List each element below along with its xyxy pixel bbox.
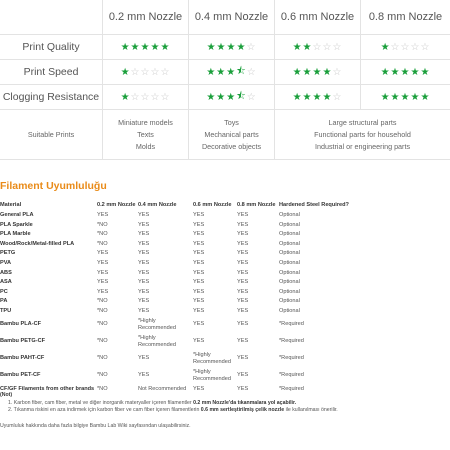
filament-compatibility-table (0, 201, 450, 394)
star-empty-icon: ☆ (410, 41, 421, 53)
star-filled-icon: ★ (206, 66, 217, 78)
compat-cell: YES (138, 212, 150, 218)
compat-cell: *Highly Recommended (193, 351, 231, 365)
star-empty-icon: ☆ (246, 91, 257, 103)
table-row (0, 288, 450, 298)
compat-cell: YES (237, 298, 249, 305)
material-name: General PLA (0, 212, 34, 218)
star-filled-icon: ★ (216, 91, 227, 103)
compat-cell: YES (97, 288, 109, 295)
compat-cell: YES (138, 354, 150, 361)
star-filled-icon: ★ (236, 41, 247, 53)
star-filled-icon: ★ (400, 66, 411, 78)
star-filled-icon: ★ (216, 41, 227, 53)
col-header-0-2mm: 0.2 mm Nozzle (97, 202, 136, 208)
compat-cell: YES (138, 250, 150, 257)
material-name: PA (0, 298, 8, 305)
compat-cell: Not Recommended (138, 385, 187, 392)
table-row (0, 297, 450, 307)
compat-cell: YES (97, 259, 109, 266)
star-filled-icon: ★ (312, 66, 323, 78)
compat-cell: YES (138, 307, 150, 314)
compat-cell: *NO (97, 337, 108, 344)
wiki-footer-text: Uyumluluk hakkında daha fazla bilgiye Bambu Lab Wiki sayfasından ulaşabilirsiniz. (0, 423, 191, 429)
suitable-item: Mechanical parts (204, 129, 259, 139)
rating-row-clogging-resistance (0, 85, 450, 110)
star-filled-icon: ★ (226, 41, 237, 53)
note-text: 2. Tıkanma riskini en aza indirmek için karbon fiber ve cam fiber içeren filamentlerin (8, 407, 201, 414)
star-empty-icon: ☆ (312, 41, 323, 53)
row-label: Print Quality (22, 41, 80, 53)
compat-cell: *Required (279, 337, 304, 344)
notes-title: (Not) (0, 392, 13, 398)
star-empty-icon: ☆ (400, 41, 411, 53)
suitable-prints-0-2mm (102, 110, 188, 159)
star-empty-icon: ☆ (130, 66, 141, 78)
compat-cell: *Highly Recommended (193, 368, 231, 382)
star-rating (274, 85, 360, 109)
note-line-2 (0, 407, 450, 415)
notes-section (0, 392, 450, 415)
compat-cell: YES (138, 288, 150, 295)
star-empty-icon: ☆ (332, 91, 343, 103)
star-filled-icon: ★ (292, 41, 303, 53)
compat-cell: *NO (97, 320, 108, 327)
suitable-item: Industrial or engineering parts (314, 141, 411, 151)
header-0-8mm: 0.8 mm Nozzle (360, 0, 450, 34)
material-name: Bambu PAHT-CF (0, 354, 45, 361)
compat-cell: YES (193, 231, 205, 238)
table-row (0, 230, 450, 240)
compat-cell: Optional (279, 269, 300, 276)
star-filled-icon: ★ (302, 41, 313, 53)
compat-cell: Optional (279, 259, 300, 266)
compat-cell: *NO (97, 385, 108, 392)
material-name: Bambu PETG-CF (0, 337, 46, 344)
compat-cell: YES (97, 212, 109, 218)
suitable-prints-row (0, 110, 450, 160)
table-row (0, 259, 450, 269)
material-name: PC (0, 288, 8, 295)
col-header-material: Material (0, 202, 22, 208)
material-name: ABS (0, 269, 12, 276)
table-row (0, 351, 450, 368)
star-filled-icon: ★ (120, 91, 131, 103)
material-name: PLA Marble (0, 231, 31, 238)
star-empty-icon: ☆ (150, 91, 161, 103)
star-filled-icon: ★ (420, 91, 431, 103)
star-empty-icon: ☆ (322, 41, 333, 53)
compat-cell: YES (97, 269, 109, 276)
material-name: CF/GF Filaments from other brands (0, 385, 95, 392)
table-row (0, 269, 450, 279)
compat-cell: *NO (97, 307, 108, 314)
suitable-prints-0-4mm (188, 110, 274, 159)
compat-cell: *Required (279, 354, 304, 361)
compat-cell: YES (193, 259, 205, 266)
star-filled-icon: ★ (120, 41, 131, 53)
compat-cell: *NO (97, 354, 108, 361)
compat-cell: *NO (97, 240, 108, 247)
star-filled-icon: ★ (380, 91, 391, 103)
table-row (0, 317, 450, 334)
star-rating (274, 60, 360, 84)
star-filled-icon: ★ (150, 41, 161, 53)
star-filled-icon: ★ (420, 66, 431, 78)
note-text: ile kullanılması önerilir. (284, 407, 338, 414)
star-filled-icon: ★ (380, 41, 391, 53)
compat-cell: Optional (279, 288, 300, 295)
material-name: Wood/Rock/Metal-filled PLA (0, 240, 75, 247)
star-empty-icon: ☆ (160, 66, 171, 78)
compat-cell: YES (237, 240, 249, 247)
compat-cell: Optional (279, 298, 300, 305)
compat-cell: YES (193, 298, 205, 305)
compat-cell: YES (97, 250, 109, 257)
compat-cell: YES (138, 279, 150, 286)
star-filled-icon: ★ (160, 41, 171, 53)
material-name: Bambu PLA-CF (0, 320, 42, 327)
compat-cell: YES (193, 279, 205, 286)
compat-cell: YES (237, 385, 249, 392)
star-rating (188, 35, 274, 59)
filament-section-title: Filament Uyumluluğu (0, 180, 107, 192)
compat-cell: Optional (279, 221, 300, 228)
compat-cell: YES (237, 259, 249, 266)
star-filled-icon: ★ (400, 91, 411, 103)
star-empty-icon: ☆ (130, 91, 141, 103)
compat-cell: YES (237, 320, 249, 327)
table-row (0, 334, 450, 351)
rating-row-print-speed (0, 60, 450, 85)
star-empty-icon: ☆ (140, 91, 151, 103)
star-empty-icon: ☆ (246, 41, 257, 53)
star-filled-icon: ★ (226, 66, 237, 78)
compat-cell: YES (237, 269, 249, 276)
compat-cell: YES (237, 212, 249, 218)
table-row (0, 249, 450, 259)
compat-cell: *Required (279, 371, 304, 378)
table-row (0, 221, 450, 231)
note-text: 1. Karbon fiber, cam fiber, metal ve diğer inorganik materyaller içeren filamentler (8, 399, 194, 406)
star-filled-icon: ★ (216, 66, 227, 78)
star-filled-icon: ★ (312, 91, 323, 103)
compat-cell: YES (237, 354, 249, 361)
note-emphasis: 0.6 mm sertleştirilmiş çelik nozzle (200, 407, 285, 414)
star-filled-icon: ★ (322, 66, 333, 78)
col-header-0-4mm: 0.4 mm Nozzle (138, 202, 177, 208)
row-label: Suitable Prints (27, 129, 75, 139)
star-filled-icon: ★ (410, 66, 421, 78)
suitable-item: Decorative objects (201, 141, 262, 151)
filament-header-row (0, 201, 450, 211)
table-row (0, 240, 450, 250)
star-rating (102, 35, 188, 59)
suitable-item: Miniature models (118, 117, 173, 127)
compat-cell: Optional (279, 231, 300, 238)
star-empty-icon: ☆ (140, 66, 151, 78)
star-filled-icon: ★ (226, 91, 237, 103)
compat-cell: YES (237, 371, 249, 378)
compat-cell: *Required (279, 385, 304, 392)
table-row (0, 211, 450, 221)
header-empty-cell (0, 0, 102, 34)
nozzle-comparison-table (0, 0, 450, 160)
star-filled-icon: ★ (302, 91, 313, 103)
table-row (0, 368, 450, 385)
compat-cell: YES (237, 288, 249, 295)
star-filled-icon: ★ (206, 41, 217, 53)
star-empty-icon: ☆ (246, 66, 257, 78)
star-filled-icon: ★ (390, 66, 401, 78)
material-name: TPU (0, 307, 12, 314)
star-rating (102, 85, 188, 109)
compat-cell: YES (193, 288, 205, 295)
compat-cell: *NO (97, 371, 108, 378)
header-0-6mm: 0.6 mm Nozzle (274, 0, 360, 34)
compat-cell: YES (237, 337, 249, 344)
star-rating (274, 35, 360, 59)
compat-cell: YES (138, 259, 150, 266)
col-header-hardened-steel: Hardened Steel Required? (279, 202, 349, 208)
compat-cell: YES (237, 250, 249, 257)
compat-cell: YES (138, 221, 150, 228)
compat-cell: Optional (279, 307, 300, 314)
star-rating (188, 85, 274, 109)
compat-cell: YES (237, 279, 249, 286)
star-filled-icon: ★ (302, 66, 313, 78)
compat-cell: YES (193, 250, 205, 257)
table-row (0, 278, 450, 288)
material-name: ASA (0, 279, 12, 286)
compat-cell: YES (193, 307, 205, 314)
compat-cell: YES (193, 320, 205, 327)
compat-cell: YES (138, 240, 150, 247)
compat-cell: YES (237, 307, 249, 314)
suitable-item: Molds (135, 141, 156, 151)
suitable-item: Large structural parts (328, 117, 397, 127)
compat-cell: *Required (279, 320, 304, 327)
star-rating (188, 60, 274, 84)
rating-row-print-quality (0, 35, 450, 60)
compat-cell: *Highly Recommended (138, 317, 176, 331)
star-filled-icon: ★ (292, 66, 303, 78)
material-name: PLA Sparkle (0, 221, 33, 228)
star-filled-icon: ★ (322, 91, 333, 103)
compat-cell: Optional (279, 279, 300, 286)
star-rating (360, 35, 450, 59)
compat-cell: YES (193, 337, 205, 344)
material-name: PETG (0, 250, 16, 257)
star-rating (360, 85, 450, 109)
row-label: Clogging Resistance (2, 91, 100, 103)
compat-cell: YES (138, 231, 150, 238)
star-empty-icon: ☆ (420, 41, 431, 53)
star-rating (360, 60, 450, 84)
compat-cell: YES (138, 371, 150, 378)
compat-cell: YES (193, 385, 205, 392)
star-filled-icon: ★ (120, 66, 131, 78)
material-name: PVA (0, 259, 12, 266)
compat-cell: *NO (97, 298, 108, 305)
row-label: Print Speed (23, 66, 79, 78)
header-0-2mm: 0.2 mm Nozzle (102, 0, 188, 34)
star-half-icon: ⯪ (236, 90, 247, 102)
col-header-0-8mm: 0.8 mm Nozzle (237, 202, 276, 208)
suitable-item: Texts (137, 129, 154, 139)
compat-cell: YES (237, 221, 249, 228)
material-name: Bambu PET-CF (0, 371, 41, 378)
header-0-4mm: 0.4 mm Nozzle (188, 0, 274, 34)
suitable-prints-0-6-0-8mm (274, 110, 450, 159)
star-half-icon: ⯪ (236, 65, 247, 77)
star-filled-icon: ★ (410, 91, 421, 103)
compat-cell: *NO (97, 231, 108, 238)
star-empty-icon: ☆ (160, 91, 171, 103)
star-filled-icon: ★ (206, 91, 217, 103)
star-filled-icon: ★ (140, 41, 151, 53)
compat-cell: YES (138, 298, 150, 305)
col-header-0-6mm: 0.6 mm Nozzle (193, 202, 232, 208)
star-filled-icon: ★ (390, 91, 401, 103)
compat-cell: YES (193, 240, 205, 247)
compat-cell: YES (193, 269, 205, 276)
suitable-item: Toys (224, 117, 239, 127)
compat-cell: *NO (97, 221, 108, 228)
star-empty-icon: ☆ (150, 66, 161, 78)
star-rating (102, 60, 188, 84)
compat-cell: YES (193, 212, 205, 218)
compat-cell: YES (97, 279, 109, 286)
compat-cell: YES (138, 269, 150, 276)
compat-cell: Optional (279, 240, 300, 247)
star-empty-icon: ☆ (390, 41, 401, 53)
star-filled-icon: ★ (130, 41, 141, 53)
compat-cell: Optional (279, 250, 300, 257)
star-empty-icon: ☆ (332, 66, 343, 78)
note-emphasis: 0.2 mm Nozzle'da tıkanmalara yol açabilir. (193, 399, 297, 406)
compat-cell: YES (237, 231, 249, 238)
compat-cell: Optional (279, 212, 300, 218)
table-row (0, 307, 450, 317)
compat-cell: *Highly Recommended (138, 334, 176, 348)
suitable-item: Functional parts for household (314, 129, 411, 139)
star-filled-icon: ★ (292, 91, 303, 103)
note-line-1 (0, 400, 450, 408)
star-empty-icon: ☆ (332, 41, 343, 53)
compat-cell: YES (193, 221, 205, 228)
table-header-row (0, 0, 450, 35)
star-filled-icon: ★ (380, 66, 391, 78)
